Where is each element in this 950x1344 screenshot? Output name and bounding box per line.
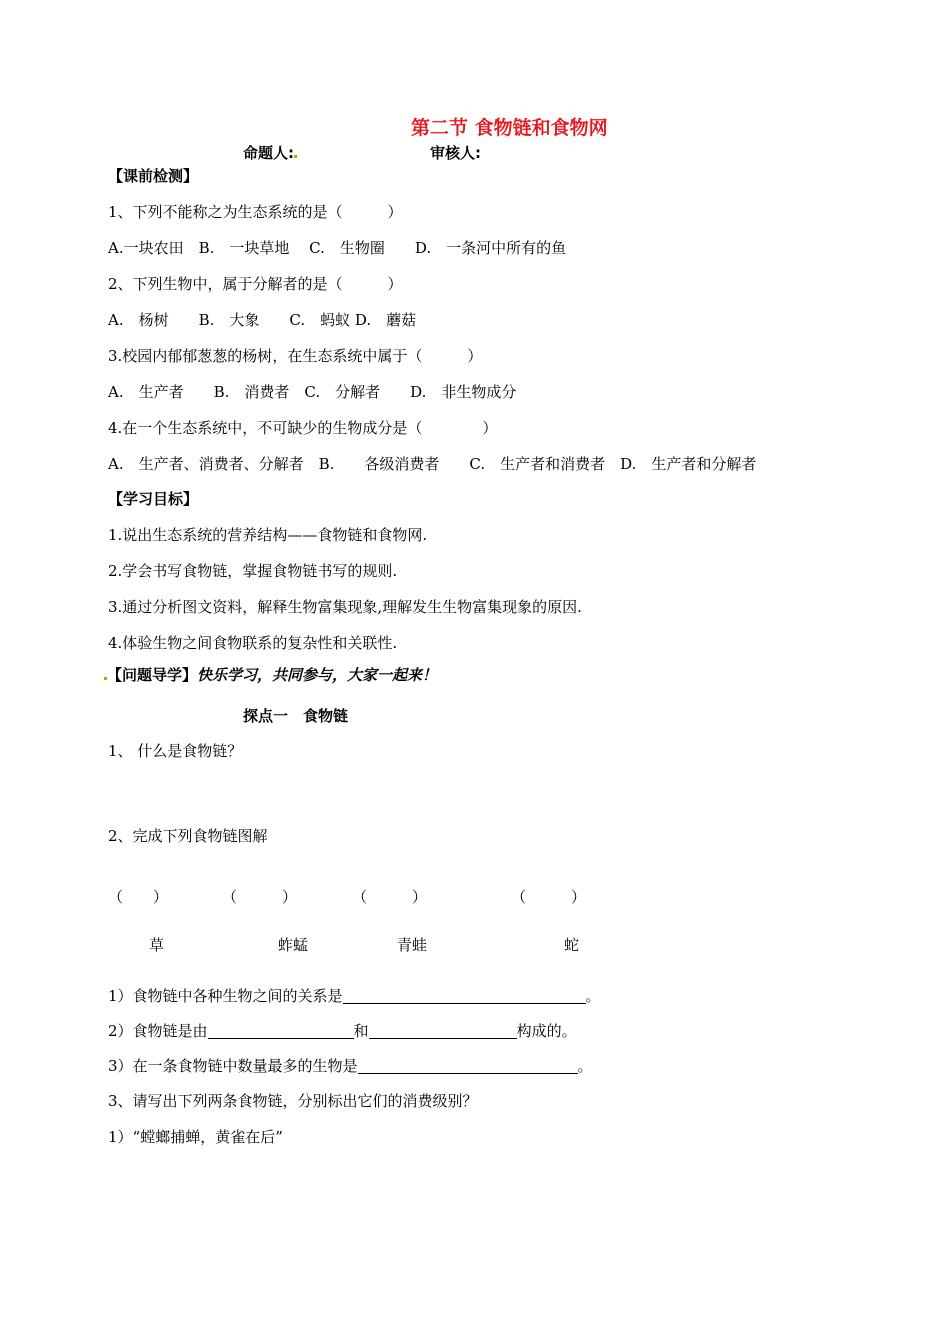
organism-label: 蚱蜢 [278, 936, 309, 954]
answer-bracket[interactable]: （ ） [352, 888, 428, 906]
answer-blank[interactable] [358, 1057, 578, 1074]
fill-2-prefix: 2）食物链是由 [108, 1022, 208, 1040]
explore-heading: 探点一 食物链 [243, 707, 349, 725]
pretest-options-1: A.一块农田 B. 一块草地 C. 生物圈 D. 一条河中所有的鱼 [108, 239, 567, 257]
objective-item: 2.学会书写食物链，掌握食物链书写的规则. [108, 562, 398, 580]
fill-question-2 [108, 1020, 577, 1041]
objective-item: 1.说出生态系统的营养结构——食物链和食物网. [108, 526, 428, 544]
section-pretest: 【课前检测】 [108, 167, 199, 185]
answer-blank[interactable] [208, 1022, 354, 1039]
explore-question-3-item-1: 1）“螳螂捕蝉，黄雀在后” [108, 1128, 283, 1146]
guide-slogan: 快乐学习，共同参与，大家一起来！ [197, 666, 438, 684]
reviewer-label: 审核人: [430, 144, 481, 162]
explore-question-3: 3、请写出下列两条食物链，分别标出它们的消费级别？ [108, 1092, 478, 1110]
pretest-options-3: A. 生产者 B. 消费者 C. 分解者 D. 非生物成分 [108, 383, 517, 401]
organism-label: 草 [149, 936, 165, 954]
yellow-dot-mark [294, 155, 297, 158]
objective-item: 3.通过分析图文资料，解释生物富集现象,理解发生生物富集现象的原因. [108, 598, 582, 616]
fill-question-1 [108, 985, 601, 1006]
page-title: 第二节 食物链和食物网 [411, 117, 608, 139]
fill-3-prefix: 3）在一条食物链中数量最多的生物是 [108, 1057, 358, 1075]
answer-bracket[interactable]: （ ） [511, 888, 587, 906]
answer-blank[interactable] [369, 1022, 517, 1039]
fill-2-suffix: 构成的。 [516, 1022, 577, 1040]
organism-label: 蛇 [564, 936, 580, 954]
explore-question-2: 2、完成下列食物链图解 [108, 827, 268, 845]
pretest-question-1: 1、下列不能称之为生态系统的是（ ） [108, 203, 403, 221]
fill-1-suffix: 。 [585, 987, 601, 1005]
pretest-question-4: 4.在一个生态系统中，不可缺少的生物成分是（ ） [108, 419, 498, 437]
answer-blank[interactable] [343, 987, 586, 1004]
fill-question-3 [108, 1055, 593, 1076]
explore-question-1: 1、 什么是食物链？ [108, 742, 243, 760]
section-guide: 【问题导学】 [107, 666, 198, 684]
pretest-question-3: 3.校园内郁郁葱葱的杨树，在生态系统中属于（ ） [108, 347, 483, 365]
author-label [243, 142, 297, 163]
answer-bracket[interactable]: （ ） [108, 888, 169, 906]
pretest-question-2: 2、下列生物中，属于分解者的是（ ） [108, 275, 403, 293]
organism-label: 青蛙 [397, 936, 428, 954]
pretest-options-2: A. 杨树 B. 大象 C. 蚂蚁 D. 蘑菇 [108, 311, 417, 329]
guide-line [104, 664, 437, 685]
author-label-text: 命题人: [243, 144, 294, 162]
fill-1-prefix: 1）食物链中各种生物之间的关系是 [108, 987, 343, 1005]
answer-bracket[interactable]: （ ） [222, 888, 298, 906]
fill-2-middle: 和 [353, 1022, 369, 1040]
section-objectives: 【学习目标】 [108, 490, 199, 508]
pretest-options-4: A. 生产者、消费者、分解者 B. 各级消费者 C. 生产者和消费者 D. 生产者和分解者 [108, 455, 757, 473]
fill-3-suffix: 。 [577, 1057, 593, 1075]
objective-item: 4.体验生物之间食物联系的复杂性和关联性. [108, 634, 398, 652]
